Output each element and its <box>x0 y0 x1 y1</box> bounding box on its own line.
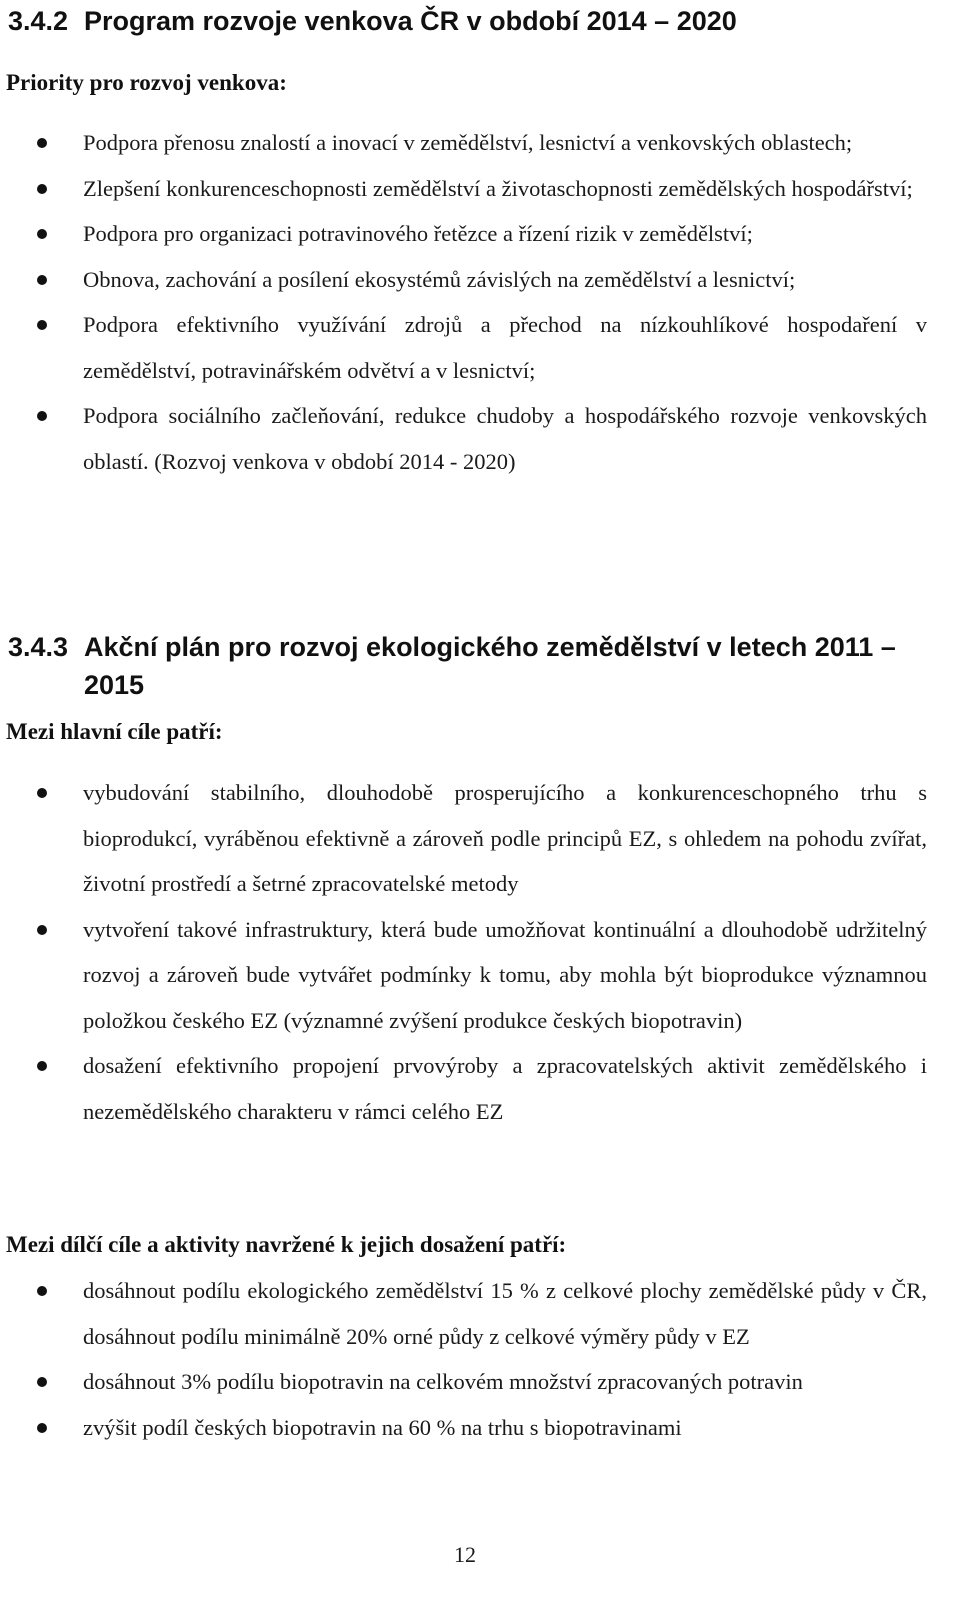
list-item <box>0 1359 960 1405</box>
bullet-icon <box>37 229 47 239</box>
section-title: Program rozvoje venkova ČR v období 2014 – 2020 <box>84 6 737 36</box>
list-item <box>0 1043 960 1134</box>
list-item-text: Obnova, zachování a posílení ekosystémů závislých na zemědělství a lesnictví; <box>83 266 796 292</box>
list-item <box>0 1405 960 1451</box>
list-item <box>0 302 960 393</box>
bullet-icon <box>37 1061 47 1071</box>
priorities-subheading: Priority pro rozvoj venkova: <box>6 70 287 95</box>
main-goals-subheading: Mezi hlavní cíle patří: <box>6 719 223 744</box>
section-number: 3.4.3 <box>8 632 69 662</box>
section-heading-3-4-2 <box>8 2 737 40</box>
partial-goals-subheading: Mezi dílčí cíle a aktivity navržené k jejich dosažení patří: <box>6 1232 567 1257</box>
list-item <box>0 393 960 484</box>
bullet-icon <box>37 275 47 285</box>
list-item-text: vytvoření takové infrastruktury, která bude umožňovat kontinuální a dlouhodobě udržitelný rozvoj a zároveň bude vytvářet podmínky k tomu, aby mohla být bioprodukce významnou položkou českého EZ (významné zvýšení produkce českých biopotravin) <box>83 916 927 1033</box>
list-item-text: Podpora sociálního začleňování, redukce chudoby a hospodářského rozvoje venkovských oblastí. (Rozvoj venkova v období 2014 - 2020) <box>83 403 927 474</box>
list-item <box>0 257 960 303</box>
list-item-text: Zlepšení konkurenceschopnosti zemědělství a životaschopnosti zemědělských hospodářství; <box>83 175 913 201</box>
list-item <box>0 907 960 1044</box>
list-item-text: vybudování stabilního, dlouhodobě prosperujícího a konkurenceschopného trhu s bioprodukcí, vyráběnou efektivně a zároveň podle principů EZ, s ohledem na pohodu zvířat, životní prostředí a šetrné zpracovatelské metody <box>83 780 927 896</box>
priorities-list <box>0 120 960 484</box>
list-item <box>0 211 960 257</box>
bullet-icon <box>37 411 47 421</box>
section-heading-3-4-3 <box>8 628 934 704</box>
list-item-text: zvýšit podíl českých biopotravin na 60 % na trhu s biopotravinami <box>83 1414 682 1440</box>
list-item <box>0 770 960 907</box>
list-item-text: Podpora přenosu znalostí a inovací v zemědělství, lesnictví a venkovských oblastech; <box>83 130 853 155</box>
bullet-icon <box>37 184 47 194</box>
section-number: 3.4.2 <box>8 6 69 36</box>
bullet-icon <box>37 320 47 330</box>
bullet-icon <box>37 1423 47 1433</box>
page-number: 12 <box>454 1542 476 1567</box>
list-item-text: dosáhnout 3% podílu biopotravin na celkovém množství zpracovaných potravin <box>83 1369 803 1394</box>
list-item <box>0 166 960 212</box>
bullet-icon <box>37 925 47 935</box>
list-item-text: dosažení efektivního propojení prvovýroby a zpracovatelských aktivit zemědělského i nezemědělského charakteru v rámci celého EZ <box>83 1053 927 1124</box>
partial-goals-list <box>0 1268 960 1450</box>
list-item-text: dosáhnout podílu ekologického zemědělství 15 % z celkové plochy zemědělské půdy v ČR, dosáhnout podílu minimálně 20% orné půdy z celkové výměry půdy v EZ <box>83 1278 927 1349</box>
list-item-text: Podpora pro organizaci potravinového řetězce a řízení rizik v zemědělství; <box>83 221 753 246</box>
main-goals-list <box>0 770 960 1134</box>
bullet-icon <box>37 1286 47 1296</box>
list-item <box>0 120 960 166</box>
bullet-icon <box>37 1377 47 1387</box>
list-item <box>0 1268 960 1359</box>
list-item-text: Podpora efektivního využívání zdrojů a přechod na nízkouhlíkové hospodaření v zemědělství, potravinářském odvětví a v lesnictví; <box>83 312 927 383</box>
bullet-icon <box>37 138 47 148</box>
section-title: Akční plán pro rozvoj ekologického zemědělství v letech 2011 – 2015 <box>84 632 896 700</box>
bullet-icon <box>37 788 47 798</box>
